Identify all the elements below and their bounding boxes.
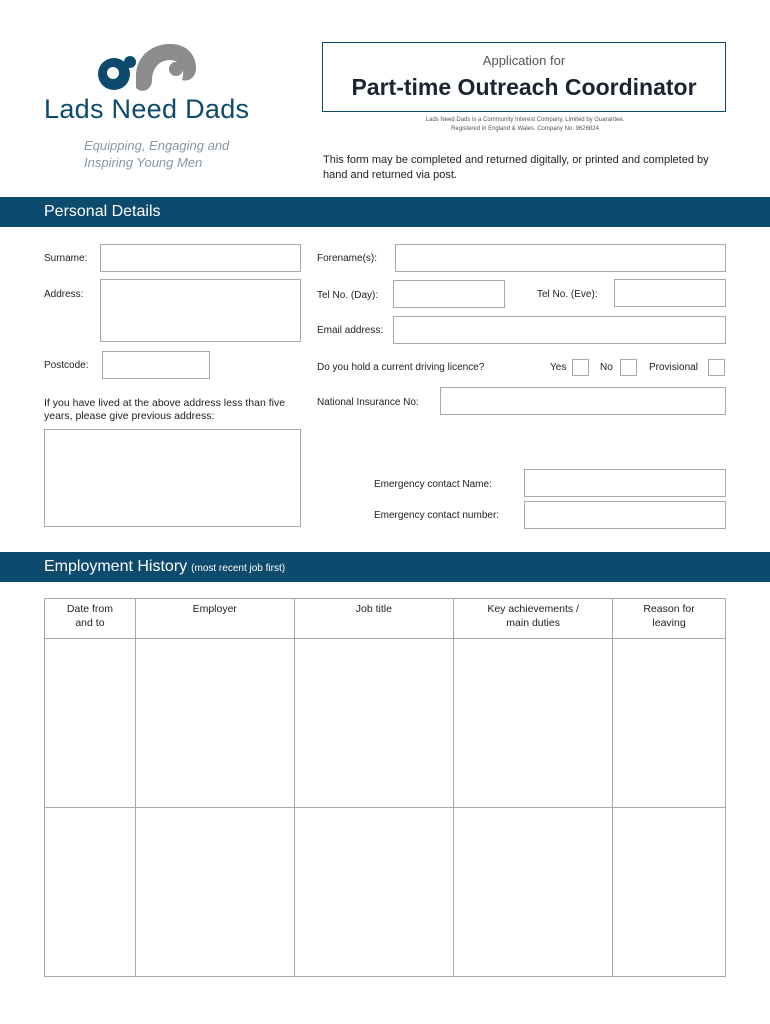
postcode-label: Postcode: [44, 360, 89, 371]
licence-no-checkbox[interactable] [620, 359, 637, 376]
address-field[interactable] [100, 279, 301, 342]
postcode-field[interactable] [102, 351, 210, 379]
table-row [45, 639, 726, 808]
application-title-box [322, 42, 726, 112]
dates-cell[interactable] [45, 639, 136, 808]
logo [96, 40, 200, 98]
section-title: Personal Details [44, 203, 161, 220]
licence-provisional-label: Provisional [649, 362, 698, 373]
column-header-achievements-text: Key achievements / main duties [487, 603, 579, 629]
email-label: Email address: [317, 325, 384, 336]
column-header-dates [45, 599, 136, 639]
table-header-row [45, 599, 726, 639]
application-for-label: Application for [482, 53, 566, 68]
personal-details-header [0, 197, 770, 227]
column-header-reason-text: Reason for leaving [643, 603, 695, 629]
tel-day-label: Tel No. (Day): [317, 290, 379, 301]
forenames-label: Forename(s): [317, 253, 378, 264]
column-header-employer: Employer [135, 599, 294, 639]
org-tagline [84, 137, 229, 171]
employer-cell[interactable] [135, 639, 294, 808]
licence-yes-label: Yes [550, 362, 567, 373]
tel-day-field[interactable] [393, 280, 505, 308]
intro-text: This form may be completed and returned digitally, or printed and completed by hand and returned via post. [323, 154, 709, 181]
emergency-contact-name-field[interactable] [524, 469, 726, 497]
surname-label: Surname: [44, 253, 88, 264]
licence-yes-checkbox[interactable] [572, 359, 589, 376]
logo-mark-icon [96, 40, 200, 98]
tel-eve-field[interactable] [614, 279, 726, 307]
company-note-line-1: Lads Need Dads is a Community Interest Company, Limited by Guarantee. [425, 117, 625, 123]
company-registration-note [400, 116, 650, 134]
employment-title: Employment History [44, 558, 188, 575]
tagline-line-2: Inspiring Young Men [84, 155, 203, 170]
previous-address-field[interactable] [44, 429, 301, 527]
dates-cell[interactable] [45, 808, 136, 977]
table-row [45, 808, 726, 977]
achievements-cell[interactable] [454, 808, 613, 977]
national-insurance-field[interactable] [440, 387, 726, 415]
tagline-line-1: Equipping, Engaging and [84, 138, 230, 153]
licence-no-label: No [600, 362, 613, 373]
reason-cell[interactable] [613, 808, 726, 977]
driving-licence-label: Do you hold a current driving licence? [317, 362, 485, 373]
employment-subtitle: (most recent job first) [191, 563, 286, 574]
forenames-field[interactable] [395, 244, 726, 272]
column-header-dates-text: Date from and to [66, 603, 113, 629]
employment-history-header [0, 552, 770, 582]
company-note-line-2: Registered in England & Wales. Company No. 9626824 [451, 126, 599, 132]
column-header-achievements [454, 599, 613, 639]
surname-field[interactable] [100, 244, 301, 272]
org-name: Lads Need Dads [44, 94, 250, 124]
column-header-reason [613, 599, 726, 639]
employment-history-table [44, 598, 726, 977]
licence-provisional-checkbox[interactable] [708, 359, 725, 376]
job-title: Part-time Outreach Coordinator [351, 74, 697, 100]
job-title-cell[interactable] [294, 808, 454, 977]
tel-eve-label: Tel No. (Eve): [537, 289, 598, 300]
address-label: Address: [44, 289, 84, 300]
column-header-job-title: Job title [294, 599, 454, 639]
previous-address-label: If you have lived at the above address less than five years, please give previous address: [44, 397, 286, 422]
reason-cell[interactable] [613, 639, 726, 808]
email-field[interactable] [393, 316, 726, 344]
achievements-cell[interactable] [454, 639, 613, 808]
section-title [44, 558, 285, 576]
emergency-contact-number-label: Emergency contact number: [374, 510, 500, 521]
emergency-contact-name-label: Emergency contact Name: [374, 479, 492, 490]
emergency-contact-number-field[interactable] [524, 501, 726, 529]
job-title-cell[interactable] [294, 639, 454, 808]
employer-cell[interactable] [135, 808, 294, 977]
national-insurance-label: National Insurance No: [317, 397, 419, 408]
